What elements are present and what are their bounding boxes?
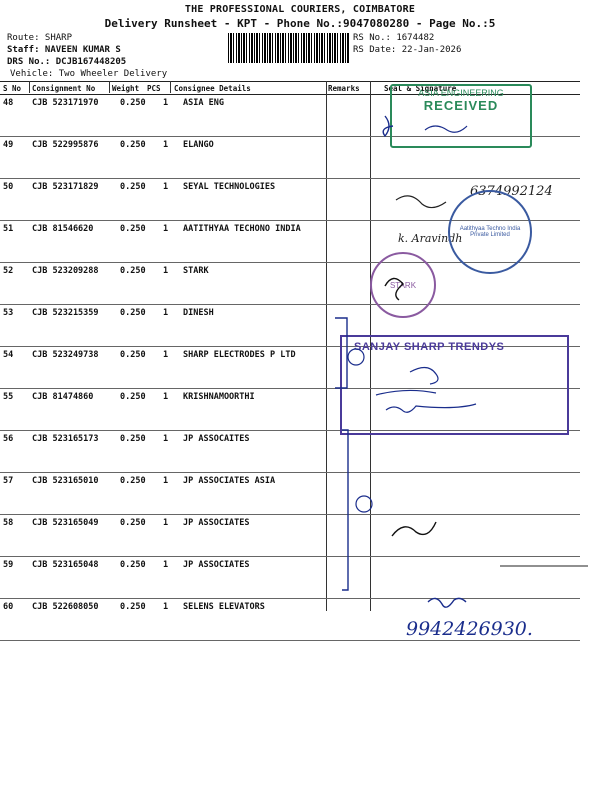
sharp-trendys-stamp: SANJAY SHARP TRENDYS (340, 335, 569, 435)
row-sno: 48 (3, 98, 14, 108)
signature-mark (383, 116, 393, 136)
row-sno: 59 (3, 560, 14, 570)
rs-date: RS Date: 22-Jan-2026 (353, 45, 462, 55)
col-pcs: PCS (147, 84, 161, 93)
signature-mark (425, 126, 467, 132)
col-remarks: Remarks (328, 84, 360, 93)
circled-two-mark (356, 496, 372, 512)
aatithyaa-seal: Aatithyaa Techno India Private Limited (448, 190, 532, 274)
row-sno: 57 (3, 476, 14, 486)
row-weight: 0.250 (120, 182, 146, 192)
row-pcs: 1 (163, 308, 169, 318)
signature-mark (386, 404, 476, 412)
row-consignee: SELENS ELEVATORS (183, 602, 265, 612)
row-weight: 0.250 (120, 308, 146, 318)
row-sno: 52 (3, 266, 14, 276)
row-weight: 0.250 (120, 224, 146, 234)
vehicle: Vehicle: Two Wheeler Delivery (10, 69, 168, 79)
row-consignee: AATITHYAA TECHONO INDIA (183, 224, 301, 234)
row-consignee: JP ASSOCIATES (183, 518, 250, 528)
row-consignment: CJB 522608050 (32, 602, 99, 612)
col-signature: Seal & Signature (384, 84, 457, 93)
signature-mark (392, 522, 436, 536)
row-weight: 0.250 (120, 350, 146, 360)
row-consignee: SHARP ELECTRODES P LTD (183, 350, 296, 360)
signature-mark (376, 367, 438, 395)
row-pcs: 1 (163, 224, 169, 234)
signature-mark (396, 196, 446, 208)
row-consignee: SEYAL TECHNOLOGIES (183, 182, 276, 192)
row-consignee: DINESH (183, 308, 214, 318)
row-pcs: 1 (163, 392, 169, 402)
row-sno: 56 (3, 434, 14, 444)
rs-number: RS No.: 1674482 (353, 33, 435, 43)
row-weight: 0.250 (120, 140, 146, 150)
row-pcs: 1 (163, 434, 169, 444)
row-pcs: 1 (163, 98, 169, 108)
col-weight: Weight (112, 84, 140, 93)
company-name: THE PROFESSIONAL COURIERS, COIMBATORE (184, 4, 416, 15)
row-weight: 0.250 (120, 602, 146, 612)
col-consignment: Consignment No (32, 84, 96, 93)
col-sno: S No (3, 84, 22, 93)
stark-seal: STARK (370, 252, 436, 318)
row-weight: 0.250 (120, 266, 146, 276)
row-sno: 53 (3, 308, 14, 318)
row-sno: 49 (3, 140, 14, 150)
row-pcs: 1 (163, 140, 169, 150)
row-weight: 0.250 (120, 434, 146, 444)
row-weight: 0.250 (120, 518, 146, 528)
row-pcs: 1 (163, 266, 169, 276)
row-weight: 0.250 (120, 98, 146, 108)
row-pcs: 1 (163, 182, 169, 192)
circled-two-mark (348, 349, 364, 365)
row-consignee: KRISHNAMOORTHI (183, 392, 255, 402)
row-pcs: 1 (163, 602, 169, 612)
row-consignee: ELANGO (183, 140, 214, 150)
row-pcs: 1 (163, 560, 169, 570)
row-consignment: CJB 523171970 (32, 98, 99, 108)
row-consignee: JP ASSOCAITES (183, 434, 250, 444)
row-pcs: 1 (163, 350, 169, 360)
row-sno: 54 (3, 350, 14, 360)
row-consignment: CJB 523215359 (32, 308, 99, 318)
bracket-mark (342, 430, 348, 590)
row-consignment: CJB 523171829 (32, 182, 99, 192)
row-consignment: CJB 523165010 (32, 476, 99, 486)
handwritten-phone-50: 6374992124 (470, 184, 553, 199)
row-pcs: 1 (163, 476, 169, 486)
row-consignment: CJB 523249738 (32, 350, 99, 360)
row-consignment: CJB 81546620 (32, 224, 94, 234)
bracket-mark (335, 318, 347, 388)
row-consignment: CJB 523209288 (32, 266, 99, 276)
row-sno: 55 (3, 392, 14, 402)
row-weight: 0.250 (120, 476, 146, 486)
row-weight: 0.250 (120, 392, 146, 402)
row-sno: 60 (3, 602, 14, 612)
signature-mark (428, 598, 466, 607)
row-consignment: CJB 522995876 (32, 140, 99, 150)
row-pcs: 1 (163, 518, 169, 528)
row-consignee: JP ASSOCIATES ASIA (183, 476, 276, 486)
row-weight: 0.250 (120, 560, 146, 570)
row-consignment: CJB 523165173 (32, 434, 99, 444)
row-consignment: CJB 81474860 (32, 392, 94, 402)
row-sno: 51 (3, 224, 14, 234)
col-consignee: Consignee Details (174, 84, 251, 93)
handwritten-phone-60: 9942426930. (406, 618, 533, 640)
row-sno: 50 (3, 182, 14, 192)
row-consignee: JP ASSOCIATES (183, 560, 250, 570)
route: Route: SHARP (7, 33, 73, 43)
row-sno: 58 (3, 518, 14, 528)
runsheet-title: Delivery Runsheet - KPT - Phone No.:9047080280 - Page No.:5 (104, 17, 496, 30)
signature-mark (385, 278, 403, 300)
handwritten-signature-51: k. Aravindh (398, 232, 463, 245)
received-stamp: ASIA ENGINEERING RECEIVED (390, 84, 532, 148)
staff: Staff: NAVEEN KUMAR S (7, 45, 121, 55)
drs-number: DRS No.: DCJB167448205 (7, 57, 127, 67)
row-consignee: ASIA ENG (183, 98, 224, 108)
row-consignee: STARK (183, 266, 209, 276)
row-consignment: CJB 523165048 (32, 560, 99, 570)
row-consignment: CJB 523165049 (32, 518, 99, 528)
